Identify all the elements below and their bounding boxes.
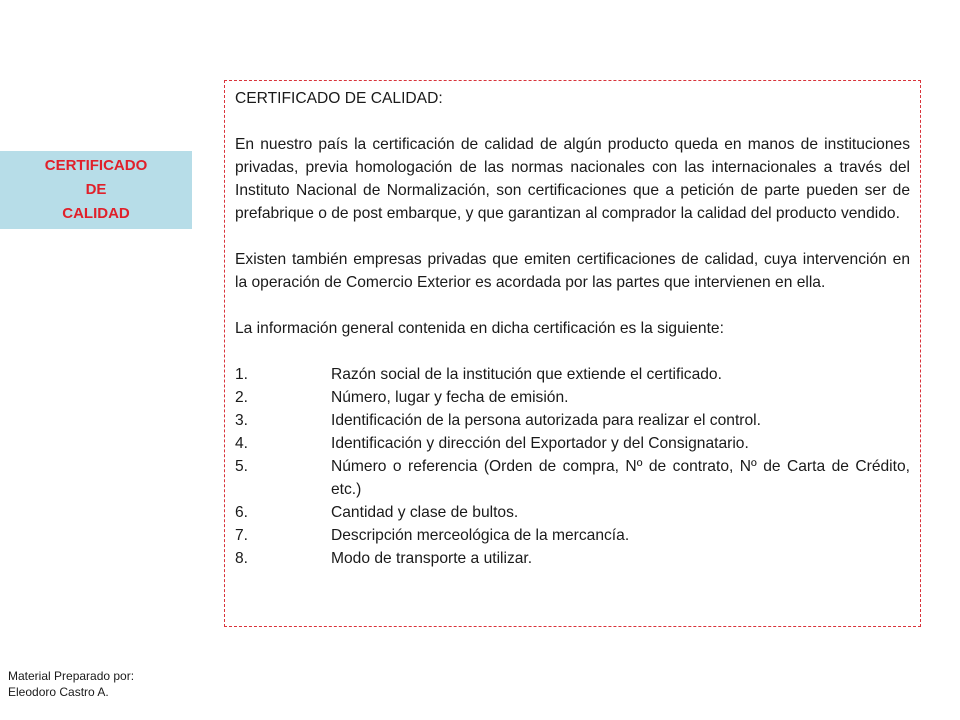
list-item	[235, 455, 910, 501]
list-item	[235, 386, 910, 409]
list-item	[235, 547, 910, 570]
author-credit-line-1: Material Preparado por:	[8, 669, 135, 683]
spacer	[235, 110, 910, 133]
author-credit-line-2: Eleodoro Castro A.	[8, 685, 109, 699]
list-item-number: 7.	[235, 527, 249, 544]
paragraph-2: Existen también empresas privadas que emiten certificaciones de calidad, cuya intervención en la operación de Comercio Exterior es acordada por las partes que intervienen en ella.	[235, 251, 910, 291]
list-item-text: Identificación de la persona autorizada para realizar el control.	[331, 412, 761, 429]
list-item-number: 5.	[235, 458, 249, 475]
list-item	[235, 363, 910, 386]
list-item-number: 6.	[235, 504, 249, 521]
spacer	[235, 225, 910, 248]
list-item-text: Identificación y dirección del Exportador y del Consignatario.	[331, 435, 749, 452]
list-item-number: 4.	[235, 435, 249, 452]
info-list	[235, 363, 910, 570]
list-item-text: Número, lugar y fecha de emisión.	[331, 389, 569, 406]
spacer	[235, 340, 910, 363]
author-credit	[8, 668, 134, 700]
list-item-text: Modo de transporte a utilizar.	[331, 550, 533, 567]
content-heading: CERTIFICADO DE CALIDAD:	[235, 90, 443, 107]
list-item-text: Descripción merceológica de la mercancía.	[331, 527, 630, 544]
list-item	[235, 524, 910, 547]
list-item-text: Razón social de la institución que extiende el certificado.	[331, 366, 722, 383]
list-item-text: Cantidad y clase de bultos.	[331, 504, 519, 521]
content-box	[224, 80, 921, 627]
section-label-line-3: CALIDAD	[62, 205, 130, 222]
section-label-line-2: DE	[85, 181, 107, 198]
list-item-number: 3.	[235, 412, 249, 429]
list-item-text: Número o referencia (Orden de compra, Nº de contrato, Nº de Carta de Crédito, etc.)	[331, 458, 910, 498]
list-item	[235, 409, 910, 432]
spacer	[235, 294, 910, 317]
list-item	[235, 432, 910, 455]
section-label-line-1: CERTIFICADO	[44, 157, 148, 174]
list-item-number: 8.	[235, 550, 249, 567]
paragraph-3: La información general contenida en dicha certificación es la siguiente:	[235, 320, 724, 337]
section-label	[0, 151, 192, 229]
paragraph-1: En nuestro país la certificación de calidad de algún producto queda en manos de instituciones privadas, previa homologación de las normas nacionales con las internacionales a través del Instituto Nacional de Normalización, son certificaciones que a petición de parte pueden ser de prefabrique o de post embarque, y que garantizan al comprador la calidad del producto vendido.	[235, 136, 910, 222]
list-item-number: 2.	[235, 389, 249, 406]
list-item-number: 1.	[235, 366, 249, 383]
list-item	[235, 501, 910, 524]
